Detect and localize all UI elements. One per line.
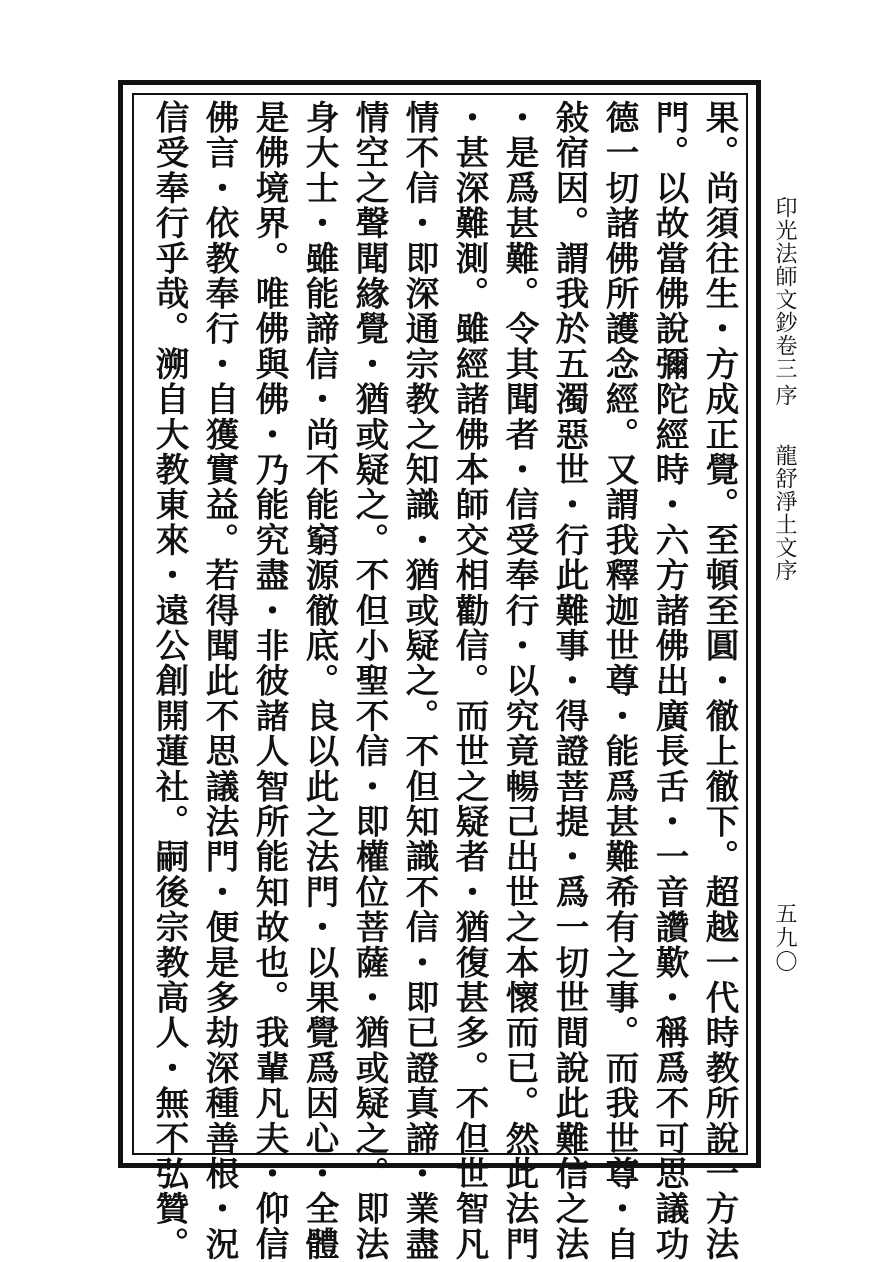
chapter-title: 龍舒淨土文序 (772, 444, 797, 582)
book-title: 印光法師文鈔卷三 (772, 196, 797, 380)
text-column-4: 敍宿因。謂我於五濁惡世・行此難事・得證菩提・爲一切世間說此難信之法 (550, 100, 589, 1262)
text-column-9: 身大士・雖能諦信・尚不能窮源徹底。良以此之法門・以果覺爲因心・全體 (300, 100, 339, 1262)
text-column-10: 是佛境界。唯佛與佛・乃能究盡・非彼諸人智所能知故也。我輩凡夫・仰信 (250, 100, 289, 1262)
text-column-5: ・是爲甚難。令其聞者・信受奉行・以究竟暢己出世之本懷而已。然此法門 (500, 100, 539, 1262)
text-column-11: 佛言・依教奉行・自獲實益。若得聞此不思議法門・便是多劫深種善根・況 (200, 100, 239, 1262)
text-column-7: 情不信・即深通宗教之知識・猶或疑之。不但知識不信・即已證真諦・業盡 (400, 100, 439, 1262)
text-column-8: 情空之聲聞緣覺・猶或疑之。不但小聖不信・即權位菩薩・猶或疑之。即法 (350, 100, 389, 1262)
text-column-12: 信受奉行乎哉。溯自大教東來・遠公創開蓮社。嗣後宗教高人・無不弘贊。 (150, 100, 189, 1262)
text-column-3: 德一切諸佛所護念經。又謂我釋迦世尊・能爲甚難希有之事。而我世尊・自 (600, 100, 639, 1262)
text-column-2: 門。以故當佛說彌陀經時・六方諸佛出廣長舌・一音讚歎・稱爲不可思議功 (650, 100, 689, 1262)
section-label: 序 (772, 384, 797, 407)
text-column-1: 果。尚須往生・方成正覺。至頓至圓・徹上徹下。超越一代時教所說一方法 (700, 100, 739, 1262)
text-column-6: ・甚深難測。雖經諸佛本師交相勸信。而世之疑者・猶復甚多。不但世智凡 (450, 100, 489, 1262)
page-number: 五九〇 (772, 902, 797, 974)
